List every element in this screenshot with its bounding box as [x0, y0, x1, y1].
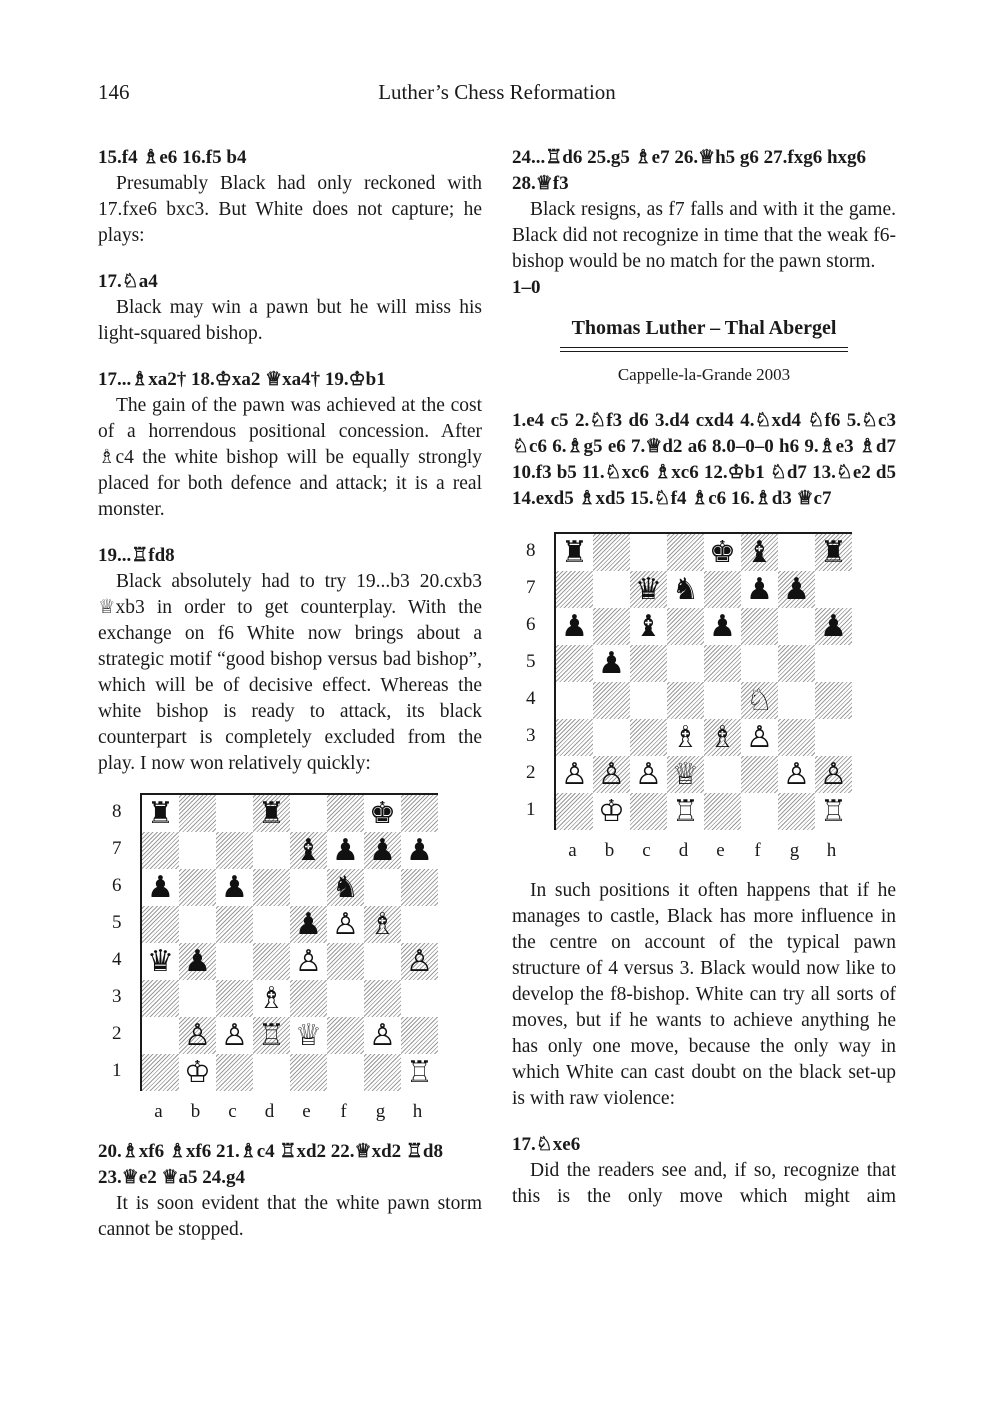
- white-bishop-icon: ♗: [709, 720, 736, 755]
- board-square: [142, 980, 179, 1017]
- rank-label: 8: [112, 801, 122, 822]
- chess-diagram-left: [98, 793, 482, 1129]
- file-label: a: [568, 840, 577, 861]
- file-label: f: [754, 840, 761, 861]
- white-pawn-icon: ♙: [332, 907, 359, 942]
- board-square: [253, 832, 290, 869]
- board-square: [327, 980, 364, 1017]
- board-square: [704, 756, 741, 793]
- board-square: [741, 645, 778, 682]
- white-queen-icon: ♕: [672, 757, 699, 792]
- black-pawn-icon: ♟: [221, 870, 248, 905]
- board-square: [778, 793, 815, 830]
- board-square: [815, 645, 852, 682]
- white-pawn-icon: ♙: [369, 1018, 396, 1053]
- white-pawn-icon: ♙: [598, 757, 625, 792]
- board-square: [253, 943, 290, 980]
- game-title: Thomas Luther – Thal Abergel: [571, 317, 837, 339]
- white-pawn-icon: ♙: [783, 757, 810, 792]
- board-square: [253, 906, 290, 943]
- board-square: [179, 832, 216, 869]
- black-pawn-icon: ♟: [746, 572, 773, 607]
- rank-label: 7: [526, 577, 536, 598]
- board-square: [630, 534, 667, 571]
- file-label: g: [375, 1101, 386, 1122]
- file-label: a: [154, 1101, 163, 1122]
- white-rook-icon: ♖: [820, 794, 847, 829]
- board-square: [290, 1054, 327, 1091]
- white-queen-icon: ♕: [295, 1018, 322, 1053]
- black-bishop-icon: ♝: [746, 535, 773, 570]
- board-square: [142, 906, 179, 943]
- black-rook-icon: ♜: [147, 796, 174, 831]
- black-rook-icon: ♜: [820, 535, 847, 570]
- rank-label: 3: [112, 986, 122, 1007]
- board-square: [778, 534, 815, 571]
- black-pawn-icon: ♟: [820, 609, 847, 644]
- rank-label: 2: [112, 1023, 122, 1044]
- rank-label: 6: [526, 614, 536, 635]
- page-number: 146: [98, 80, 130, 104]
- running-title: Luther’s Chess Reformation: [378, 80, 616, 104]
- board-square: [593, 682, 630, 719]
- black-pawn-icon: ♟: [147, 870, 174, 905]
- black-bishop-icon: ♝: [635, 609, 662, 644]
- black-knight-icon: ♞: [332, 870, 359, 905]
- board-square: [290, 869, 327, 906]
- board-square: [401, 1017, 438, 1054]
- commentary-paragraph: Black absolutely had to try 19...b3 20.cxb3 ♕xb3 in order to get counterplay. With the exchange on f6 White now brings about a strategic motif “good bishop versus bad bishop”, which will be of decisive effect. Whereas the white bishop is ready to attack, its black counterpart is completely excluded from the play. I now won relatively quickly:: [98, 571, 482, 774]
- move-line: 24...♖d6 25.g5 ♗e7 26.♕h5 g6 27.fxg6 hxg6 28.♕f3: [512, 147, 867, 194]
- board-square: [704, 793, 741, 830]
- board-square: [401, 906, 438, 943]
- white-pawn-icon: ♙: [561, 757, 588, 792]
- board-square: [630, 645, 667, 682]
- board-square: [290, 795, 327, 832]
- board-square: [327, 943, 364, 980]
- black-pawn-icon: ♟: [184, 944, 211, 979]
- board-square: [815, 719, 852, 756]
- board-square: [179, 980, 216, 1017]
- board-square: [216, 832, 253, 869]
- file-label: g: [789, 840, 800, 861]
- board-square: [556, 719, 593, 756]
- board-square: [556, 682, 593, 719]
- white-pawn-icon: ♙: [746, 720, 773, 755]
- black-knight-icon: ♞: [672, 572, 699, 607]
- rank-label: 5: [526, 651, 536, 672]
- white-king-icon: ♔: [184, 1055, 211, 1090]
- rank-label: 4: [112, 949, 122, 970]
- board-square: [401, 980, 438, 1017]
- move-line: 17...♗xa2† 18.♔xa2 ♕xa4† 19.♔b1: [98, 369, 386, 390]
- title-divider: [560, 347, 848, 352]
- move-line: 19...♖fd8: [98, 545, 175, 566]
- board-square: [142, 1054, 179, 1091]
- game-result: 1–0: [512, 277, 541, 298]
- rank-label: 5: [112, 912, 122, 933]
- white-rook-icon: ♖: [672, 794, 699, 829]
- board-square: [593, 608, 630, 645]
- file-label: b: [190, 1101, 201, 1122]
- board-square: [327, 795, 364, 832]
- board-square: [364, 943, 401, 980]
- file-label: d: [264, 1101, 275, 1122]
- white-pawn-icon: ♙: [820, 757, 847, 792]
- board-square: [667, 534, 704, 571]
- white-king-icon: ♔: [598, 794, 625, 829]
- rank-label: 4: [526, 688, 536, 709]
- file-label: b: [604, 840, 615, 861]
- board-square: [327, 1017, 364, 1054]
- file-label: h: [412, 1101, 423, 1122]
- board-square: [593, 719, 630, 756]
- board-square: [667, 682, 704, 719]
- file-label: e: [302, 1101, 311, 1122]
- board-square: [593, 571, 630, 608]
- file-label: e: [716, 840, 725, 861]
- board-square: [630, 719, 667, 756]
- board-square: [704, 645, 741, 682]
- chess-board: [554, 532, 852, 830]
- black-king-icon: ♚: [369, 796, 396, 831]
- board-square: [667, 608, 704, 645]
- rank-label: 1: [112, 1060, 122, 1081]
- board-square: [364, 1054, 401, 1091]
- white-bishop-icon: ♗: [369, 907, 396, 942]
- commentary-paragraph: Black resigns, as f7 falls and with it the game. Black did not recognize in time that the weak f6-bishop would be no match for the pawn storm.: [512, 199, 896, 272]
- board-square: [216, 1054, 253, 1091]
- board-square: [401, 869, 438, 906]
- commentary-paragraph: In such positions it often happens that if he manages to castle, Black has more influence in the centre on account of the typical pawn structure of 4 versus 3. Black would now like to develop the f8-bishop. White can try all sorts of moves, but if he wants to achieve anything he has only one move, because the only way in which White can cast doubt on the black set-up is with raw violence:: [512, 880, 896, 1109]
- move-line: 15.f4 ♗e6 16.f5 b4: [98, 147, 247, 168]
- rank-label: 7: [112, 838, 122, 859]
- board-square: [593, 534, 630, 571]
- commentary-paragraph: Presumably Black had only reckoned with 17.fxe6 bxc3. But White does not capture; he plays:: [98, 173, 482, 246]
- black-pawn-icon: ♟: [369, 833, 396, 868]
- game-event: Cappelle-la-Grande 2003: [617, 365, 791, 384]
- board-square: [179, 869, 216, 906]
- board-square: [815, 682, 852, 719]
- board-square: [216, 795, 253, 832]
- white-rook-icon: ♖: [406, 1055, 433, 1090]
- file-label: f: [340, 1101, 347, 1122]
- black-pawn-icon: ♟: [783, 572, 810, 607]
- white-rook-icon: ♖: [258, 1018, 285, 1053]
- white-bishop-icon: ♗: [258, 981, 285, 1016]
- board-square: [778, 719, 815, 756]
- board-square: [364, 869, 401, 906]
- board-square: [556, 793, 593, 830]
- board-square: [778, 682, 815, 719]
- white-pawn-icon: ♙: [184, 1018, 211, 1053]
- board-square: [216, 980, 253, 1017]
- board-square: [778, 645, 815, 682]
- file-label: c: [642, 840, 651, 861]
- right-column: [512, 145, 896, 1210]
- black-pawn-icon: ♟: [332, 833, 359, 868]
- board-square: [142, 832, 179, 869]
- chess-board: [140, 793, 438, 1091]
- white-pawn-icon: ♙: [406, 944, 433, 979]
- white-pawn-icon: ♙: [221, 1018, 248, 1053]
- board-square: [741, 756, 778, 793]
- board-square: [667, 645, 704, 682]
- board-square: [630, 793, 667, 830]
- chess-diagram-right: [512, 532, 896, 868]
- board-square: [815, 571, 852, 608]
- rank-label: 1: [526, 799, 536, 820]
- white-bishop-icon: ♗: [672, 720, 699, 755]
- white-knight-icon: ♘: [746, 683, 773, 718]
- commentary-paragraph: Black may win a pawn but he will miss his light-squared bishop.: [98, 297, 482, 344]
- board-square: [401, 795, 438, 832]
- file-label: d: [678, 840, 689, 861]
- board-square: [253, 869, 290, 906]
- board-square: [556, 645, 593, 682]
- black-king-icon: ♚: [709, 535, 736, 570]
- black-pawn-icon: ♟: [561, 609, 588, 644]
- white-pawn-icon: ♙: [635, 757, 662, 792]
- board-square: [704, 571, 741, 608]
- commentary-paragraph: It is soon evident that the white pawn storm cannot be stopped.: [98, 1193, 482, 1240]
- board-square: [179, 795, 216, 832]
- move-line: 17.♘a4: [98, 271, 158, 292]
- black-pawn-icon: ♟: [406, 833, 433, 868]
- board-square: [630, 682, 667, 719]
- move-line: 17.♘xe6: [512, 1134, 581, 1155]
- board-square: [253, 1054, 290, 1091]
- black-queen-icon: ♛: [147, 944, 174, 979]
- rank-label: 6: [112, 875, 122, 896]
- board-square: [364, 980, 401, 1017]
- board-square: [179, 906, 216, 943]
- board-square: [741, 793, 778, 830]
- board-square: [741, 608, 778, 645]
- rank-label: 2: [526, 762, 536, 783]
- file-label: c: [228, 1101, 237, 1122]
- black-rook-icon: ♜: [561, 535, 588, 570]
- rank-label: 3: [526, 725, 536, 746]
- page-header: [98, 80, 896, 112]
- black-bishop-icon: ♝: [295, 833, 322, 868]
- black-pawn-icon: ♟: [709, 609, 736, 644]
- white-pawn-icon: ♙: [295, 944, 322, 979]
- black-queen-icon: ♛: [635, 572, 662, 607]
- black-rook-icon: ♜: [258, 796, 285, 831]
- board-square: [327, 1054, 364, 1091]
- board-square: [290, 980, 327, 1017]
- board-square: [556, 571, 593, 608]
- file-label: h: [826, 840, 837, 861]
- board-square: [778, 608, 815, 645]
- commentary-paragraph: The gain of the pawn was achieved at the cost of a horrendous positional concession. After ♗c4 the white bishop will be equally strongly placed for both defence and attack; it is a real monster.: [98, 395, 482, 520]
- move-line: 1.e4 c5 2.♘f3 d6 3.d4 cxd4 4.♘xd4 ♘f6 5.♘c3 ♘c6 6.♗g5 e6 7.♕d2 a6 8.0–0–0 h6 9.♗e3 ♗d7 10.f3 b5 11.♘xc6 ♗xc6 12.♔b1 ♘d7 13.♘e2 d5 14.exd5 ♗xd5 15.♘f4 ♗c6 16.♗d3 ♕c7: [512, 410, 896, 509]
- board-square: [704, 682, 741, 719]
- rank-label: 8: [526, 540, 536, 561]
- black-pawn-icon: ♟: [598, 646, 625, 681]
- black-pawn-icon: ♟: [295, 907, 322, 942]
- board-square: [216, 906, 253, 943]
- commentary-paragraph: Did the readers see and, if so, recognize that this is the only move which might aim: [512, 1160, 896, 1207]
- left-column: [98, 145, 482, 1243]
- board-square: [216, 943, 253, 980]
- move-line: 20.♗xf6 ♗xf6 21.♗c4 ♖xd2 22.♕xd2 ♖d8 23.♕e2 ♕a5 24.g4: [98, 1141, 443, 1188]
- board-square: [142, 1017, 179, 1054]
